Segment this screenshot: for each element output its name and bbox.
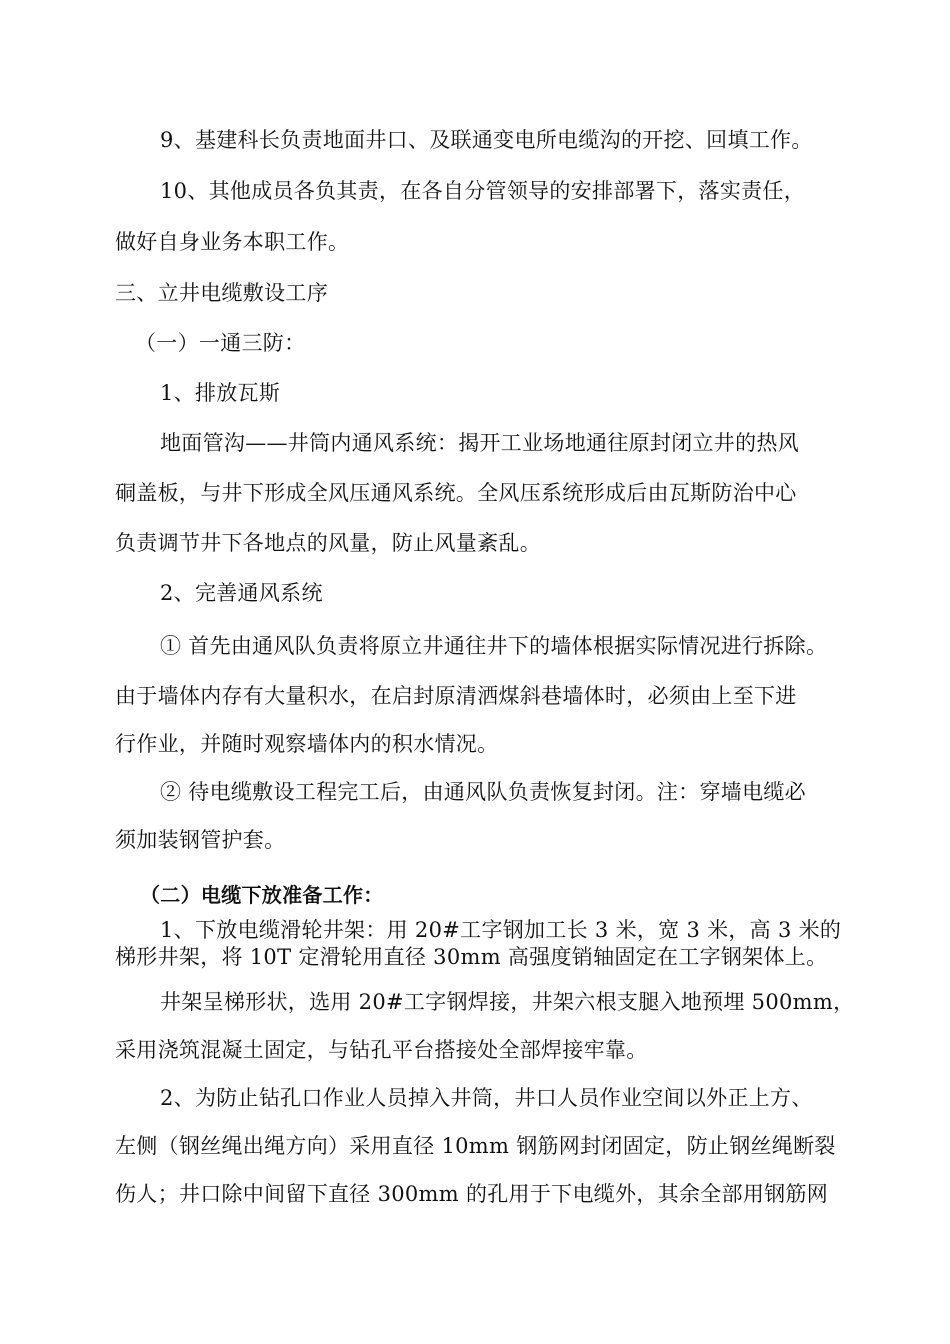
paragraph-wall-removal-2: 由于墙体内存有大量积水，在启封原清洒煤斜巷墙体时，必须由上至下进 — [115, 684, 797, 708]
paragraph-reseal-2: 须加装钢管护套。 — [115, 828, 286, 852]
paragraph-wall-removal-1: ① 首先由通风队负责将原立井通往井下的墙体根据实际情况进行拆除。 — [160, 634, 828, 658]
paragraph-safety-net-1: 2、为防止钻孔口作业人员掉入井筒，井口人员作业空间以外正上方、 — [160, 1086, 813, 1110]
section-heading-3: 三、立井电缆敷设工序 — [115, 281, 328, 305]
paragraph-derrick-4: 采用浇筑混凝土固定，与钻孔平台搭接处全部焊接牢靠。 — [115, 1038, 648, 1062]
item-heading-gas: 1、排放瓦斯 — [160, 381, 281, 405]
paragraph-wall-removal-3: 行作业，并随时观察墙体内的积水情况。 — [115, 732, 499, 756]
paragraph-derrick-1: 1、下放电缆滑轮井架：用 20#工字钢加工长 3 米，宽 3 米，高 3 米的 — [160, 918, 842, 942]
paragraph-ventilation-3: 负责调节井下各地点的风量，防止风量紊乱。 — [115, 531, 541, 555]
paragraph-item-9: 9、基建科长负责地面井口、及联通变电所电缆沟的开挖、回填工作。 — [160, 128, 813, 152]
paragraph-derrick-3: 井架呈梯形状，选用 20#工字钢焊接，井架六根支腿入地预埋 500mm， — [160, 990, 855, 1014]
subsection-heading-1: （一）一通三防： — [135, 331, 306, 355]
paragraph-safety-net-3: 伤人；井口除中间留下直径 300mm 的孔用于下电缆外，其余全部用钢筋网 — [115, 1182, 829, 1206]
paragraph-item-10-cont: 做好自身业务本职工作。 — [115, 230, 350, 254]
paragraph-safety-net-2: 左侧（钢丝绳出绳方向）采用直径 10mm 钢筋网封闭固定，防止钢丝绳断裂 — [115, 1134, 836, 1158]
paragraph-ventilation-1: 地面管沟——井筒内通风系统：揭开工业场地通往原封闭立井的热风 — [160, 431, 799, 455]
subsection-heading-2: （二）电缆下放准备工作： — [140, 883, 384, 907]
paragraph-derrick-2: 梯形井架，将 10T 定滑轮用直径 30mm 高强度销轴固定在工字钢架体上。 — [115, 945, 828, 969]
item-heading-ventilation: 2、完善通风系统 — [160, 581, 323, 605]
paragraph-item-10: 10、其他成员各负其责，在各自分管领导的安排部署下，落实责任， — [160, 179, 806, 203]
paragraph-ventilation-2: 硐盖板，与井下形成全风压通风系统。全风压系统形成后由瓦斯防治中心 — [115, 481, 797, 505]
paragraph-reseal-1: ② 待电缆敷设工程完工后，由通风队负责恢复封闭。注：穿墙电缆必 — [160, 780, 806, 804]
